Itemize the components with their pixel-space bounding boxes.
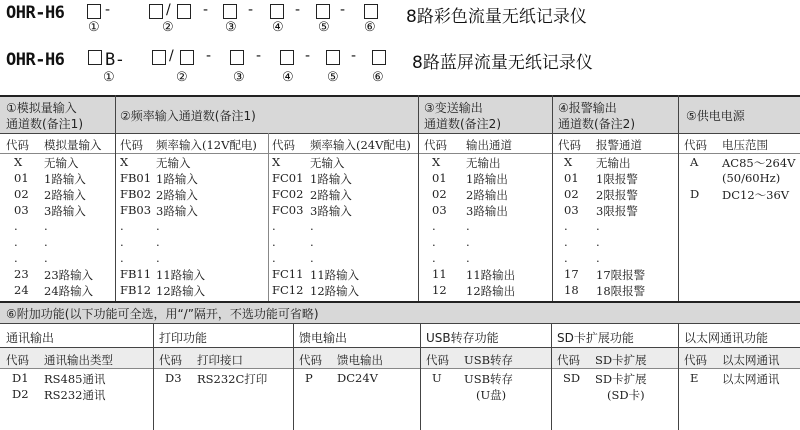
addon-col-header-band	[0, 348, 800, 368]
col-header-value: 电压范围	[722, 138, 768, 152]
addon-code: U	[432, 371, 442, 385]
position-number: ②	[162, 20, 174, 35]
table-cell: 18	[564, 283, 579, 297]
dash: -	[305, 48, 311, 64]
table-cell: 17限报警	[596, 268, 646, 282]
options-table	[0, 95, 800, 301]
section-3-title: ③变送输出	[424, 101, 483, 115]
table-cell: 1路输入	[156, 172, 198, 186]
table-cell: .	[156, 251, 160, 265]
section-divider	[115, 95, 116, 301]
addon-top-border	[0, 301, 800, 303]
position-number: ⑥	[364, 20, 376, 35]
addon-code: P	[305, 371, 313, 385]
addon-col-header-code: 代码	[6, 353, 29, 367]
addon-col-header-value: 以太网通讯	[722, 353, 780, 367]
table-top-border	[0, 95, 800, 97]
model-title: 8路彩色流量无纸记录仪	[406, 7, 587, 27]
addon-divider	[0, 323, 800, 324]
table-cell: 23	[14, 267, 29, 281]
addon-group-divider	[420, 323, 421, 430]
table-cell: 无输入	[156, 156, 191, 170]
table-cell: 24路输入	[44, 284, 94, 298]
section-1-subtitle: 通道数(备注1)	[6, 117, 83, 131]
table-cell: X	[564, 155, 573, 169]
table-cell: 3路输入	[156, 204, 198, 218]
addon-col-header-value: 馈电输出	[337, 353, 383, 367]
table-cell: 12路输入	[156, 284, 206, 298]
table-cell: 3路输入	[310, 204, 352, 218]
table-cell: 02	[14, 187, 29, 201]
addon-col-header-code: 代码	[557, 353, 580, 367]
addon-value: 以太网通讯	[722, 372, 780, 386]
section-divider	[552, 95, 553, 301]
col-header-value: 模拟量输入	[44, 138, 102, 152]
table-cell: 11	[432, 267, 447, 281]
table-cell: FB03	[120, 203, 152, 217]
table-cell: 01	[14, 171, 29, 185]
table-cell: .	[272, 219, 276, 233]
model-title: 8路蓝屏流量无纸记录仪	[412, 53, 593, 73]
addon-group-divider	[153, 323, 154, 430]
table-cell: (50/60Hz)	[722, 171, 781, 185]
table-cell: .	[466, 251, 470, 265]
col-header-code: 代码	[6, 138, 29, 152]
table-cell: FC02	[272, 187, 304, 201]
table-cell: 12路输出	[466, 284, 516, 298]
section-5-title: ⑤供电电源	[686, 109, 745, 123]
col-header-code: 代码	[272, 138, 295, 152]
table-cell: .	[120, 251, 124, 265]
table-cell: FB11	[120, 267, 152, 281]
addon-value: RS232通讯	[44, 388, 106, 402]
addon-value: RS485通讯	[44, 372, 106, 386]
table-cell: .	[564, 251, 568, 265]
table-cell: 11路输出	[466, 268, 516, 282]
position-number: ⑥	[372, 70, 384, 85]
position-number: ⑤	[318, 20, 330, 35]
col-header-code: 代码	[424, 138, 447, 152]
table-cell: .	[14, 251, 18, 265]
dash: -	[203, 2, 209, 18]
table-cell: 03	[564, 203, 579, 217]
header-divider	[0, 133, 800, 134]
option-box-6	[372, 50, 386, 65]
addon-col-divider	[0, 368, 800, 369]
table-cell: FC12	[272, 283, 304, 297]
col-header-code: 代码	[558, 138, 581, 152]
table-cell: 1路输出	[466, 172, 508, 186]
subsection-divider	[268, 133, 269, 301]
table-cell: .	[432, 235, 436, 249]
position-number: ⑤	[327, 70, 339, 85]
addon-col-header-value: USB转存	[464, 353, 514, 367]
table-cell: .	[310, 219, 314, 233]
addon-group-name: 馈电输出	[299, 331, 348, 345]
table-cell: .	[44, 251, 48, 265]
slash: /	[169, 48, 174, 64]
table-cell: .	[310, 251, 314, 265]
table-cell: .	[44, 235, 48, 249]
table-cell: D	[690, 187, 700, 201]
table-cell: 2限报警	[596, 188, 638, 202]
addon-col-header-code: 代码	[299, 353, 322, 367]
addon-col-header-code: 代码	[159, 353, 182, 367]
addon-col-header-code: 代码	[426, 353, 449, 367]
table-cell: FB02	[120, 187, 152, 201]
table-cell: .	[310, 235, 314, 249]
table-cell: 02	[432, 187, 447, 201]
addon-col-header-value: 通讯输出类型	[44, 353, 113, 367]
table-cell: .	[432, 219, 436, 233]
position-number: ④	[282, 70, 294, 85]
table-cell: FC03	[272, 203, 304, 217]
table-cell: .	[466, 219, 470, 233]
addon-value: (U盘)	[476, 388, 507, 402]
slash: /	[166, 2, 171, 18]
option-box-2a	[152, 50, 166, 65]
table-cell: 18限报警	[596, 284, 646, 298]
table-cell: 01	[564, 171, 579, 185]
table-cell: 无输入	[310, 156, 345, 170]
position-number: ③	[225, 20, 237, 35]
table-cell: 1路输入	[310, 172, 352, 186]
addon-table	[0, 301, 800, 430]
table-cell: FC01	[272, 171, 304, 185]
position-number: ①	[88, 20, 100, 35]
table-cell: .	[156, 235, 160, 249]
dash: -	[340, 2, 346, 18]
table-cell: 2路输出	[466, 188, 508, 202]
table-cell: .	[272, 235, 276, 249]
dash: -	[295, 2, 301, 18]
table-cell: .	[14, 219, 18, 233]
table-cell: DC12～36V	[722, 188, 790, 202]
table-cell: 无输出	[466, 156, 501, 170]
option-box-5	[316, 4, 330, 19]
col-header-code: 代码	[120, 138, 143, 152]
table-cell: 01	[432, 171, 447, 185]
addon-group-name: SD卡扩展功能	[557, 331, 634, 345]
table-cell: X	[272, 155, 281, 169]
col-header-value: 输出通道	[466, 138, 512, 152]
option-box-2b	[177, 4, 191, 19]
table-cell: 12路输入	[310, 284, 360, 298]
option-box-6	[364, 4, 378, 19]
column-header-divider	[0, 153, 800, 154]
table-cell: 3路输出	[466, 204, 508, 218]
table-cell: 3路输入	[44, 204, 86, 218]
addon-group-divider	[678, 323, 679, 430]
col-header-value: 报警通道	[596, 138, 642, 152]
table-cell: FB01	[120, 171, 152, 185]
dash: -	[105, 2, 111, 18]
table-cell: .	[596, 251, 600, 265]
table-cell: .	[272, 251, 276, 265]
table-cell: FB12	[120, 283, 152, 297]
dash: -	[351, 48, 357, 64]
model-mid: B-	[105, 50, 125, 70]
section-4-title: ④报警输出	[558, 101, 617, 115]
option-box-3	[230, 50, 244, 65]
addon-col-header-value: 打印接口	[197, 353, 243, 367]
table-cell: 03	[14, 203, 29, 217]
addon-col-header-value: SD卡扩展	[595, 353, 647, 367]
section-2-title: ②频率输入通道数(备注1)	[120, 109, 256, 123]
addon-group-name: 以太网通讯功能	[684, 331, 769, 345]
option-box-3	[223, 4, 237, 19]
option-box-1	[88, 50, 102, 65]
section-divider	[418, 95, 419, 301]
addon-code: D3	[165, 371, 182, 385]
table-cell: X	[432, 155, 441, 169]
col-header-code: 代码	[684, 138, 707, 152]
table-cell: .	[44, 219, 48, 233]
addon-value: (SD卡)	[607, 388, 645, 402]
dash: -	[206, 48, 212, 64]
table-cell: .	[120, 235, 124, 249]
table-cell: 17	[564, 267, 579, 281]
position-number: ②	[176, 70, 188, 85]
table-cell: .	[564, 235, 568, 249]
addon-title: ⑥附加功能(以下功能可全选，用“/”隔开，不选功能可省略)	[6, 307, 319, 321]
table-cell: 2路输入	[156, 188, 198, 202]
option-box-2b	[180, 50, 194, 65]
addon-code: D1	[12, 371, 29, 385]
table-cell: 23路输入	[44, 268, 94, 282]
table-cell: 11路输入	[310, 268, 360, 282]
option-box-4	[270, 4, 284, 19]
table-cell: 3限报警	[596, 204, 638, 218]
table-cell: .	[120, 219, 124, 233]
addon-code: E	[690, 371, 699, 385]
position-number: ①	[103, 70, 115, 85]
option-box-4	[280, 50, 294, 65]
section-divider	[678, 95, 679, 301]
table-cell: 11路输入	[156, 268, 206, 282]
addon-value: RS232C打印	[197, 372, 268, 386]
table-cell: 无输出	[596, 156, 631, 170]
addon-value: SD卡扩展	[595, 372, 647, 386]
table-cell: .	[14, 235, 18, 249]
position-number: ③	[233, 70, 245, 85]
addon-group-name: 打印功能	[159, 331, 208, 345]
addon-value: USB转存	[464, 372, 514, 386]
addon-code: D2	[12, 387, 29, 401]
section-3-subtitle: 通道数(备注2)	[424, 117, 501, 131]
dash: -	[256, 48, 262, 64]
addon-code: SD	[563, 371, 581, 385]
table-cell: 2路输入	[310, 188, 352, 202]
table-cell: 无输入	[44, 156, 79, 170]
option-box-2a	[149, 4, 163, 19]
table-cell: .	[466, 235, 470, 249]
table-cell: X	[120, 155, 129, 169]
option-box-1	[87, 4, 101, 19]
table-cell: 03	[432, 203, 447, 217]
col-header-value: 频率输入(12V配电)	[156, 138, 257, 152]
addon-group-name: 通讯输出	[6, 331, 55, 345]
table-cell: 12	[432, 283, 447, 297]
addon-group-divider	[551, 323, 552, 430]
table-cell: A	[690, 155, 699, 169]
addon-col-header-code: 代码	[684, 353, 707, 367]
table-cell: 1限报警	[596, 172, 638, 186]
option-box-5	[326, 50, 340, 65]
model-selector-area	[0, 0, 800, 96]
addon-group-divider	[293, 323, 294, 430]
table-cell: 1路输入	[44, 172, 86, 186]
table-cell: 24	[14, 283, 29, 297]
table-cell: FC11	[272, 267, 304, 281]
table-cell: 02	[564, 187, 579, 201]
table-cell: AC85～264V	[722, 156, 796, 170]
position-number: ④	[272, 20, 284, 35]
addon-group-name: USB转存功能	[426, 331, 499, 345]
model-code: OHR-H6	[6, 3, 65, 23]
section-1-title: ①模拟量输入	[6, 101, 77, 115]
section-4-subtitle: 通道数(备注2)	[558, 117, 635, 131]
col-header-value: 频率输入(24V配电)	[310, 138, 411, 152]
table-cell: .	[564, 219, 568, 233]
dash: -	[248, 2, 254, 18]
addon-value: DC24V	[337, 371, 378, 385]
model-code: OHR-H6	[6, 50, 65, 70]
table-cell: .	[432, 251, 436, 265]
table-cell: .	[156, 219, 160, 233]
table-cell: 2路输入	[44, 188, 86, 202]
table-cell: .	[596, 219, 600, 233]
table-cell: X	[14, 155, 23, 169]
table-cell: .	[596, 235, 600, 249]
